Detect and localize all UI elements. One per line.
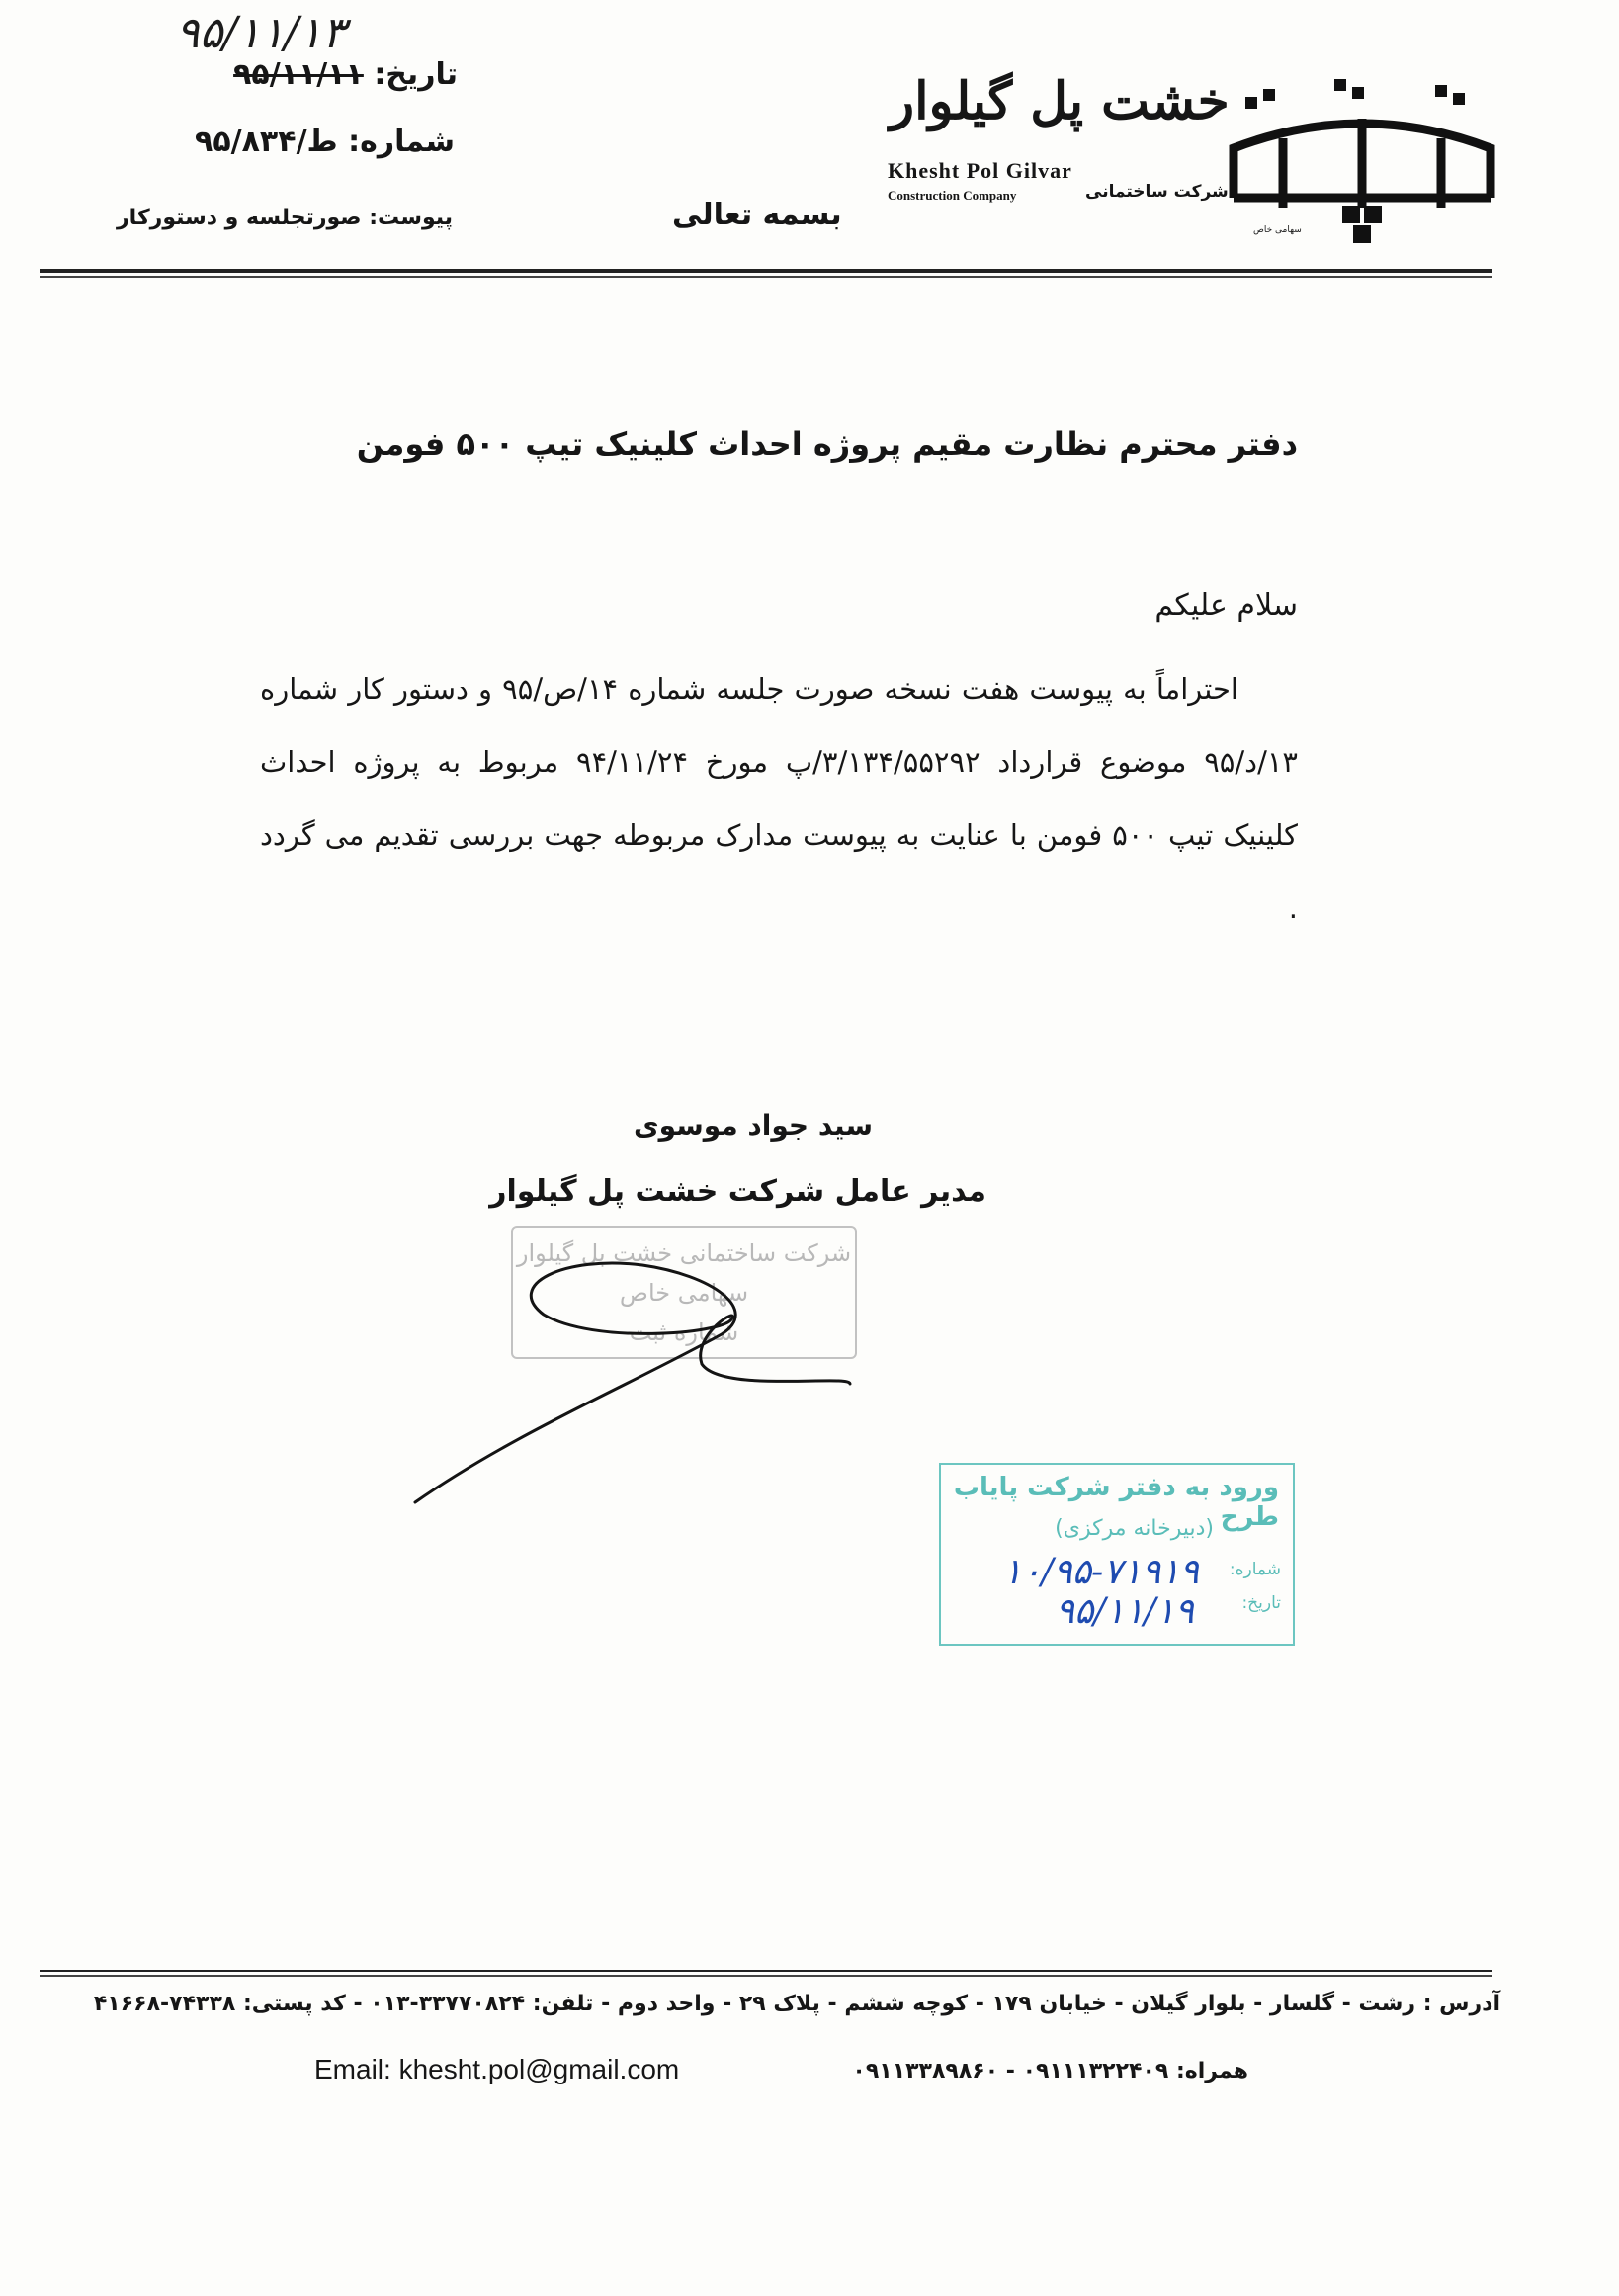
letter-body: احتراماً به پیوست هفت نسخه صورت جلسه شماره ۱۴/ص/۹۵ و دستور کار شماره ۱۳/د/۹۵ موضوع قرارداد ۳/۱۳۴/۵۵۲۹۲/پ مورخ ۹۴/۱۱/۲۴ مربوط به پروژه احداث کلینیک تیپ ۵۰۰ فومن با عنایت به پیوست مدارک مربوطه جهت بررسی تقدیم می گردد . — [260, 672, 1299, 925]
signatory-title: مدیر عامل شرکت خشت پل گیلوار — [489, 1174, 986, 1209]
footer-address: آدرس : رشت - گلسار - بلوار گیلان - خیابان ۱۷۹ - کوچه ششم - پلاک ۲۹ - واحد دوم - تلفن: ۳۳۷۷۰۸۲۴-۰۱۳ - کد پستی: ۷۴۳۳۸-۴۱۶۶۸ — [93, 1992, 1500, 2016]
company-seal-line: شماره ثبت — [629, 1318, 739, 1346]
date-value-struck: ۹۵/۱۱/۱۱ — [233, 57, 364, 92]
greeting: سلام علیکم — [1154, 588, 1298, 623]
logo-caption: سهامی خاص — [1253, 225, 1302, 235]
signatory-name: سید جواد موسوی — [634, 1109, 873, 1142]
entry-stamp — [939, 1463, 1295, 1646]
number-value: ط/۹۵/۸۳۴ — [195, 125, 338, 159]
basmala: بسمه تعالی — [672, 198, 842, 232]
company-seal-line: شرکت ساختمانی خشت پل گیلوار — [516, 1239, 852, 1267]
handwritten-signature-icon — [395, 1226, 909, 1512]
entry-stamp-subtitle: (دبیرخانه مرکزی) — [1055, 1516, 1214, 1541]
recipient-line: دفتر محترم نظارت مقیم پروژه احداث کلینیک تیپ ۵۰۰ فومن — [356, 425, 1298, 463]
footer-mobile: همراه: ۰۹۱۱۱۳۲۲۴۰۹ - ۰۹۱۱۳۳۸۹۸۶۰ — [852, 2059, 1248, 2083]
attachment-line — [117, 206, 453, 230]
handwritten-date: ۹۵/۱۱/۱۳ — [176, 8, 346, 58]
company-seal-line: سهامی خاص — [619, 1279, 749, 1307]
entry-stamp-date-label: تاریخ: — [1241, 1593, 1281, 1613]
company-name-fa: خشت پل گیلوار — [890, 71, 1230, 131]
attachment-value: صورتجلسه و دستورکار — [116, 206, 362, 230]
attachment-label: پیوست: — [369, 206, 453, 230]
footer-rule — [40, 1970, 1492, 1977]
date-label: تاریخ: — [374, 57, 458, 92]
entry-stamp-number-label: شماره: — [1229, 1560, 1281, 1579]
company-logo-icon — [1224, 79, 1500, 247]
date-line — [233, 57, 458, 92]
entry-stamp-date: ۹۵/۱۱/۱۹ — [1055, 1591, 1194, 1632]
company-subtitle-en: Construction Company — [888, 188, 1017, 203]
header-rule — [40, 269, 1492, 278]
footer-email: Email: khesht.pol@gmail.com — [314, 2054, 680, 2084]
number-label: شماره: — [348, 125, 455, 159]
company-name-en: Khesht Pol Gilvar — [888, 158, 1072, 183]
letter-number-line — [195, 125, 455, 159]
entry-stamp-number: ۱۰/۹۵-۷۱۹۱۹ — [1002, 1552, 1199, 1592]
company-subtitle-fa: شرکت ساختمانی — [1085, 182, 1229, 202]
entry-stamp-title: ورود به دفتر شرکت پایاب طرح — [953, 1473, 1279, 1532]
